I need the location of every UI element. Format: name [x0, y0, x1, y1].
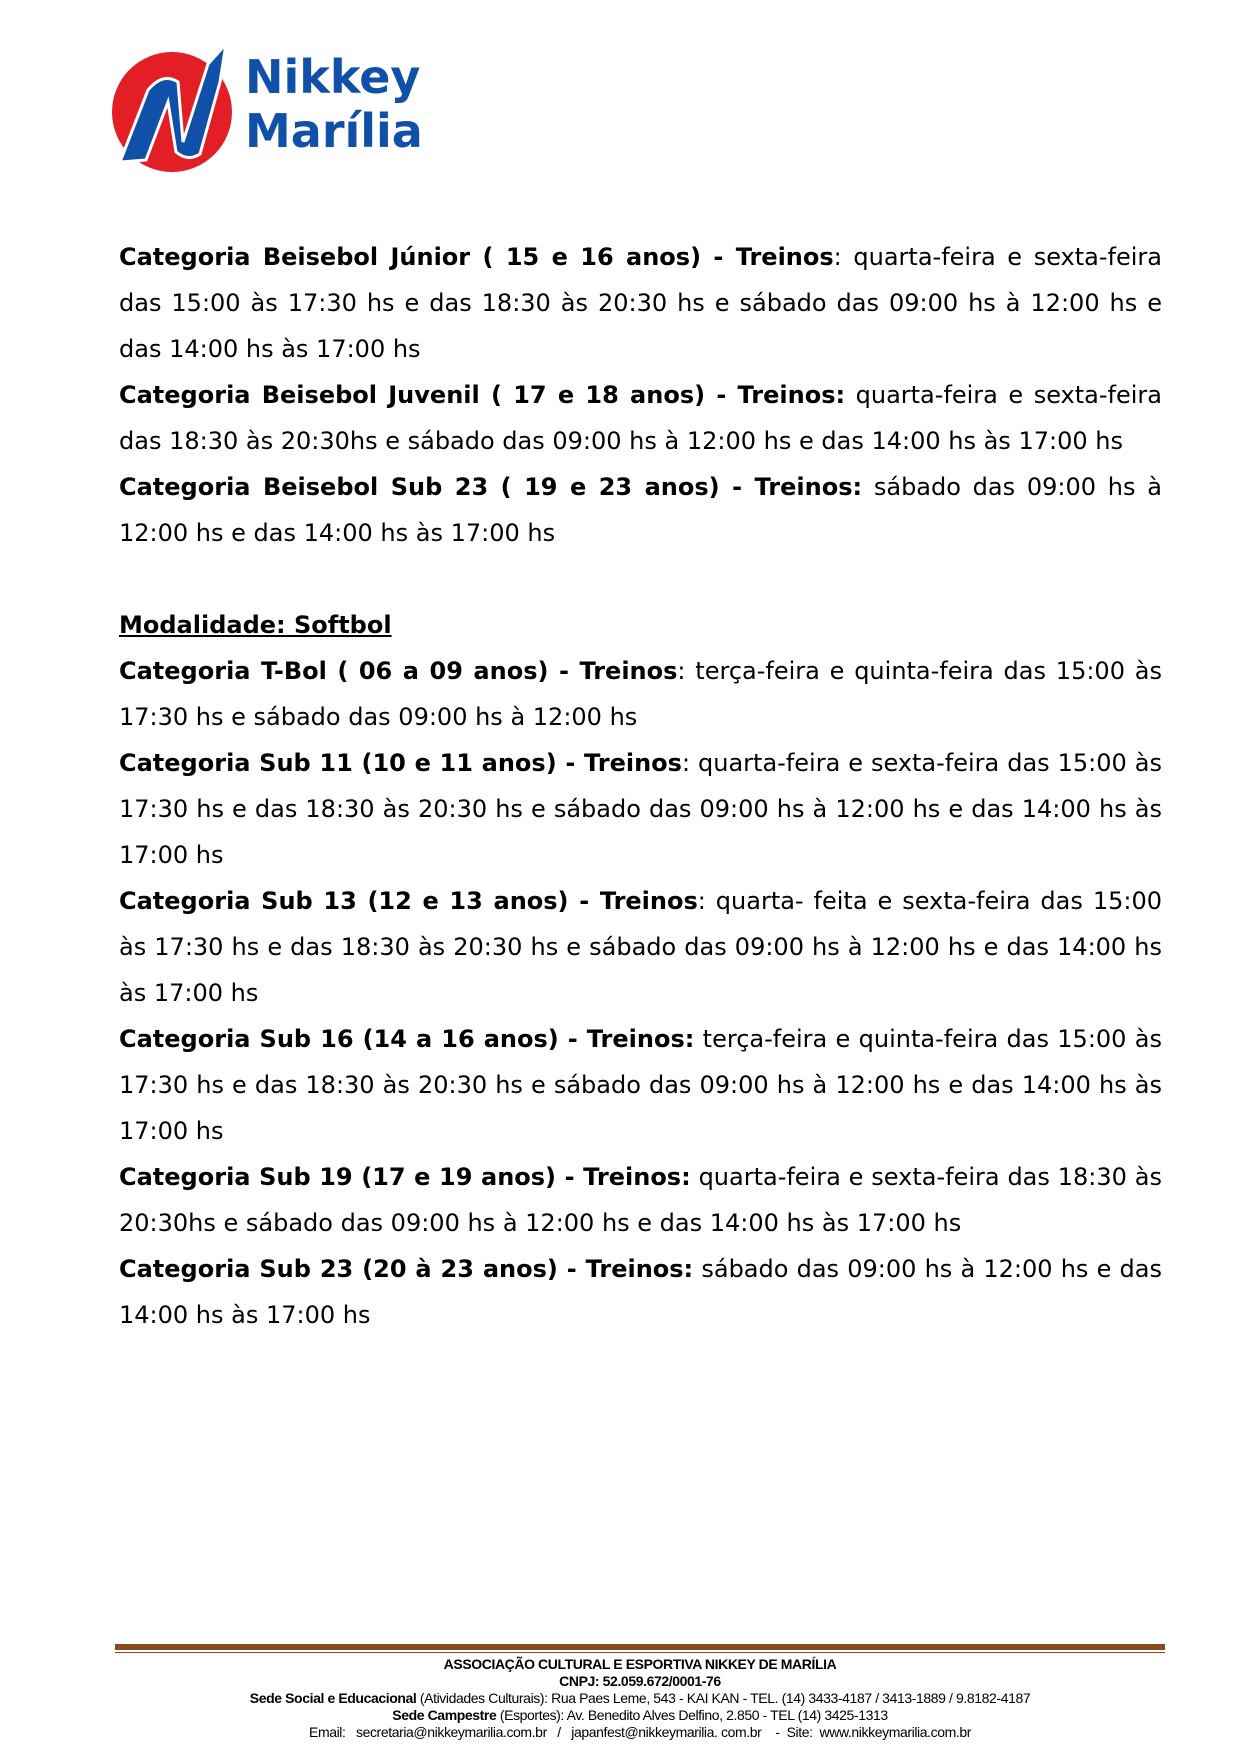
category-schedule: quarta-feira e sexta-feira das 15:00 às 17:30 hs e das 18:30 às 20:30 hs e sábado das 09:00 hs à 12:00 hs e das 14:00 hs às 17:00 hs	[119, 749, 1162, 869]
separator: :	[833, 243, 854, 271]
separator	[845, 381, 856, 409]
document-body	[119, 234, 1162, 1338]
sede-campestre-text: (Esportes): Av. Benedito Alves Delfino, 2.850 - TEL (14) 3425-1313	[496, 1707, 888, 1723]
category-paragraph	[119, 1246, 1162, 1338]
category-title: Categoria Sub 19 (17 e 19 anos) - Treinos:	[119, 1163, 691, 1191]
footer	[115, 1656, 1165, 1741]
separator	[862, 473, 874, 501]
category-paragraph	[119, 740, 1162, 878]
category-title: Categoria Beisebol Sub 23 ( 19 e 23 anos) - Treinos:	[119, 473, 863, 501]
category-schedule: quarta-feira e sexta-feira das 18:30 às 20:30hs e sábado das 09:00 hs à 12:00 hs e das 14:00 hs às 17:00 hs	[119, 1163, 1162, 1237]
category-paragraph	[119, 878, 1162, 1016]
separator: :	[697, 887, 716, 915]
footer-cnpj: CNPJ: 52.059.672/0001-76	[559, 1673, 721, 1689]
sede-social-label: Sede Social e Educacional	[249, 1690, 417, 1706]
category-paragraph	[119, 234, 1162, 372]
separator	[694, 1025, 702, 1053]
logo-wordmark	[245, 50, 423, 158]
sede-campestre-label: Sede Campestre	[392, 1707, 497, 1723]
separator: :	[681, 749, 699, 777]
category-title: Categoria Sub 23 (20 à 23 anos) - Treinos:	[119, 1255, 694, 1283]
category-schedule: terça-feira e quinta-feira das 15:00 às 17:30 hs e sábado das 09:00 hs à 12:00 hs	[119, 657, 1162, 731]
category-title: Categoria T-Bol ( 06 a 09 anos) - Treinos	[119, 657, 678, 685]
category-title: Categoria Sub 13 (12 e 13 anos) - Treinos	[119, 887, 698, 915]
category-paragraph	[119, 1154, 1162, 1246]
separator	[691, 1163, 699, 1191]
logo-emblem-icon	[108, 42, 248, 177]
category-schedule: sábado das 09:00 hs à 12:00 hs e das 14:00 hs às 17:00 hs	[119, 1255, 1162, 1329]
footer-divider-thin	[115, 1652, 1165, 1653]
category-title: Categoria Sub 16 (14 a 16 anos) - Treinos:	[119, 1025, 695, 1053]
category-paragraph	[119, 648, 1162, 740]
category-title: Categoria Sub 11 (10 e 11 anos) - Treinos	[119, 749, 682, 777]
category-title: Categoria Beisebol Juvenil ( 17 e 18 anos) - Treinos:	[119, 381, 846, 409]
category-schedule: sábado das 09:00 hs à 12:00 hs e das 14:00 hs às 17:00 hs	[119, 473, 1162, 547]
footer-sede-social	[115, 1690, 1165, 1707]
category-schedule: quarta-feira e sexta-feira das 18:30 às 20:30hs e sábado das 09:00 hs à 12:00 hs e das 14:00 hs às 17:00 hs	[119, 381, 1162, 455]
sede-social-text: (Atividades Culturais): Rua Paes Leme, 543 - KAI KAN - TEL. (14) 3433-4187 / 3413-1889 / 9.8182-4187	[416, 1690, 1031, 1706]
separator: :	[677, 657, 696, 685]
footer-divider	[115, 1644, 1165, 1650]
footer-org: ASSOCIAÇÃO CULTURAL E ESPORTIVA NIKKEY DE MARÍLIA	[443, 1656, 837, 1672]
modalidade-heading: Modalidade: Softbol	[119, 611, 392, 639]
category-title: Categoria Beisebol Júnior ( 15 e 16 anos) - Treinos	[119, 243, 834, 271]
category-schedule: quarta- feita e sexta-feira das 15:00 às 17:30 hs e das 18:30 às 20:30 hs e sábado das 09:00 hs à 12:00 hs e das 14:00 hs às 17:00 hs	[119, 887, 1162, 1007]
category-schedule: terça-feira e quinta-feira das 15:00 às 17:30 hs e das 18:30 às 20:30 hs e sábado das 09:00 hs à 12:00 hs e das 14:00 hs às 17:00 hs	[119, 1025, 1162, 1145]
footer-contact: Email: secretaria@nikkeymarilia.com.br / japanfest@nikkeymarilia. com.br - Site: www.nikkeymarilia.com.br	[309, 1724, 971, 1740]
category-paragraph	[119, 1016, 1162, 1154]
footer-sede-campestre	[115, 1707, 1165, 1724]
category-schedule: quarta-feira e sexta-feira das 15:00 às 17:30 hs e das 18:30 às 20:30 hs e sábado das 09:00 hs à 12:00 hs e das 14:00 hs às 17:00 hs	[119, 243, 1162, 363]
category-paragraph	[119, 464, 1162, 556]
logo-line1: Nikkey	[245, 50, 421, 104]
logo-line2: Marília	[245, 104, 423, 158]
category-paragraph	[119, 372, 1162, 464]
